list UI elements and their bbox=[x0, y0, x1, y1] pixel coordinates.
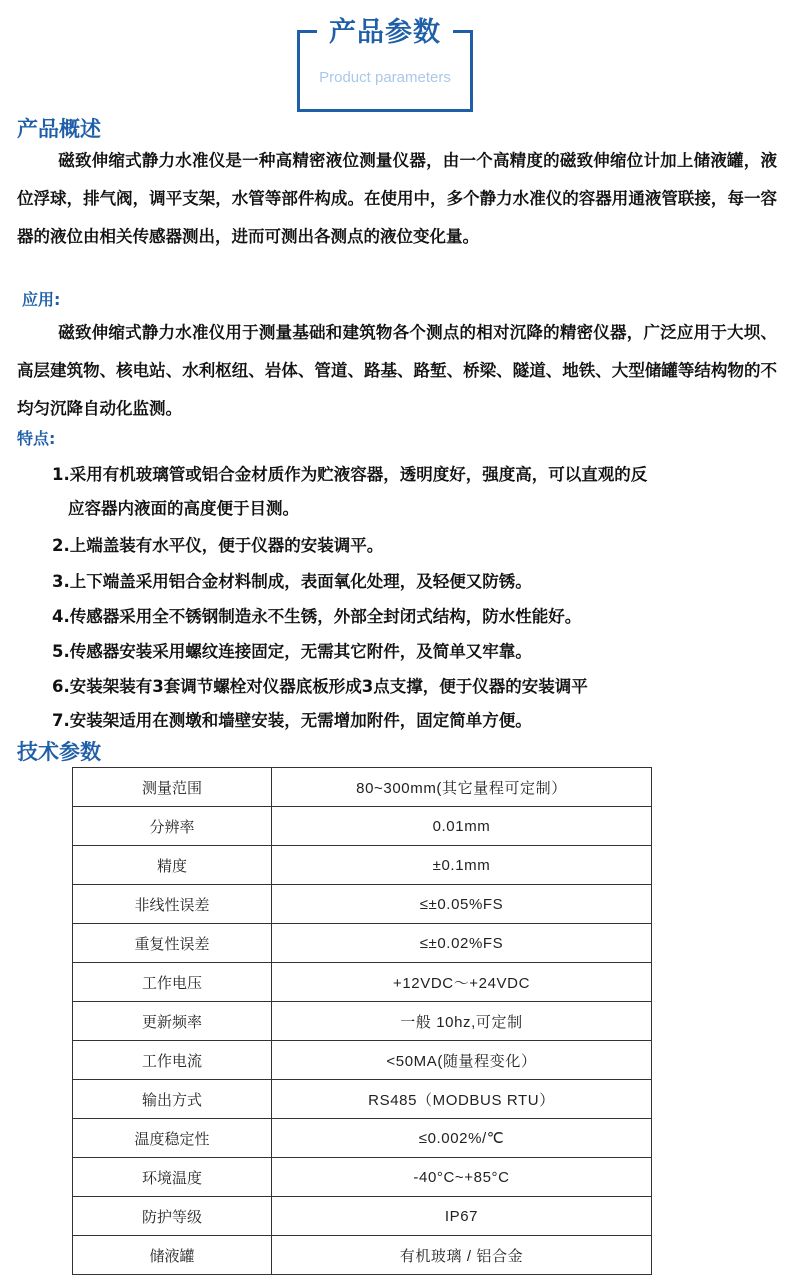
spec-key-cell: 测量范围 bbox=[73, 768, 272, 807]
table-row bbox=[73, 807, 652, 846]
spec-key-cell: 重复性误差 bbox=[73, 924, 272, 963]
features-heading: 特点: bbox=[17, 429, 56, 448]
table-row bbox=[73, 1080, 652, 1119]
table-row bbox=[73, 1158, 652, 1197]
spec-key-cell: 输出方式 bbox=[73, 1080, 272, 1119]
spec-key-cell: 分辨率 bbox=[73, 807, 272, 846]
spec-key-cell: 工作电流 bbox=[73, 1041, 272, 1080]
spec-value-cell: ±0.1mm bbox=[272, 846, 652, 885]
table-row bbox=[73, 924, 652, 963]
table-row bbox=[73, 963, 652, 1002]
spec-value-cell: 80~300mm(其它量程可定制） bbox=[272, 768, 652, 807]
spec-value-cell: 0.01mm bbox=[272, 807, 652, 846]
table-row bbox=[73, 1041, 652, 1080]
application-heading: 应用: bbox=[22, 290, 61, 309]
overview-text: 磁致伸缩式静力水准仪是一种高精密液位测量仪器，由一个高精度的磁致伸缩位计加上储液罐，液位浮球，排气阀，调平支架，水管等部件构成。在使用中，多个静力水准仪的容器用通液管联接，每一容器的液位由相关传感器测出，进而可测出各测点的液位变化量。 bbox=[17, 151, 777, 246]
feature-item: 3.上下端盖采用铝合金材料制成，表面氧化处理，及轻便又防锈。 bbox=[52, 572, 532, 591]
table-row bbox=[73, 1119, 652, 1158]
table-row bbox=[73, 885, 652, 924]
table-row bbox=[73, 846, 652, 885]
spec-key-cell: 更新频率 bbox=[73, 1002, 272, 1041]
spec-value-cell: -40°C~+85°C bbox=[272, 1158, 652, 1197]
overview-paragraph bbox=[17, 142, 777, 256]
table-row bbox=[73, 1236, 652, 1275]
spec-value-cell: ≤±0.05%FS bbox=[272, 885, 652, 924]
spec-key-cell: 精度 bbox=[73, 846, 272, 885]
spec-value-cell: IP67 bbox=[272, 1197, 652, 1236]
feature-item: 2.上端盖装有水平仪，便于仪器的安装调平。 bbox=[52, 536, 384, 555]
feature-item-continued: 应容器内液面的高度便于目测。 bbox=[68, 499, 299, 518]
page-title: 产品参数 bbox=[329, 17, 441, 48]
table-row bbox=[73, 768, 652, 807]
spec-value-cell: ≤0.002%/℃ bbox=[272, 1119, 652, 1158]
feature-item: 4.传感器采用全不锈钢制造永不生锈，外部全封闭式结构，防水性能好。 bbox=[52, 607, 582, 626]
application-paragraph bbox=[17, 314, 777, 428]
table-row bbox=[73, 1197, 652, 1236]
spec-key-cell: 储液罐 bbox=[73, 1236, 272, 1275]
specs-heading: 技术参数 bbox=[17, 740, 101, 764]
specs-table bbox=[72, 767, 652, 1275]
application-text: 磁致伸缩式静力水准仪用于测量基础和建筑物各个测点的相对沉降的精密仪器，广泛应用于大坝、高层建筑物、核电站、水利枢纽、岩体、管道、路基、路堑、桥梁、隧道、地铁、大型储罐等结构物的不均匀沉降自动化监测。 bbox=[17, 323, 777, 418]
feature-item: 1.采用有机玻璃管或铝合金材质作为贮液容器，透明度好，强度高，可以直观的反 bbox=[52, 465, 648, 484]
spec-key-cell: 温度稳定性 bbox=[73, 1119, 272, 1158]
spec-value-cell: 有机玻璃 / 铝合金 bbox=[272, 1236, 652, 1275]
spec-value-cell: 一般 10hz,可定制 bbox=[272, 1002, 652, 1041]
spec-key-cell: 环境温度 bbox=[73, 1158, 272, 1197]
table-row bbox=[73, 1002, 652, 1041]
specs-table-body bbox=[73, 768, 652, 1275]
spec-key-cell: 工作电压 bbox=[73, 963, 272, 1002]
spec-value-cell: +12VDC～+24VDC bbox=[272, 963, 652, 1002]
feature-item: 5.传感器安装采用螺纹连接固定，无需其它附件，及简单又牢靠。 bbox=[52, 642, 532, 661]
overview-heading: 产品概述 bbox=[17, 117, 101, 141]
spec-value-cell: <50MA(随量程变化） bbox=[272, 1041, 652, 1080]
spec-key-cell: 非线性误差 bbox=[73, 885, 272, 924]
spec-value-cell: ≤±0.02%FS bbox=[272, 924, 652, 963]
spec-value-cell: RS485（MODBUS RTU） bbox=[272, 1080, 652, 1119]
page-subtitle: Product parameters bbox=[319, 69, 451, 86]
spec-key-cell: 防护等级 bbox=[73, 1197, 272, 1236]
feature-item: 6.安装架装有3套调节螺栓对仪器底板形成3点支撑，便于仪器的安装调平 bbox=[52, 677, 588, 696]
feature-item: 7.安装架适用在测墩和墙壁安装，无需增加附件，固定简单方便。 bbox=[52, 711, 532, 730]
